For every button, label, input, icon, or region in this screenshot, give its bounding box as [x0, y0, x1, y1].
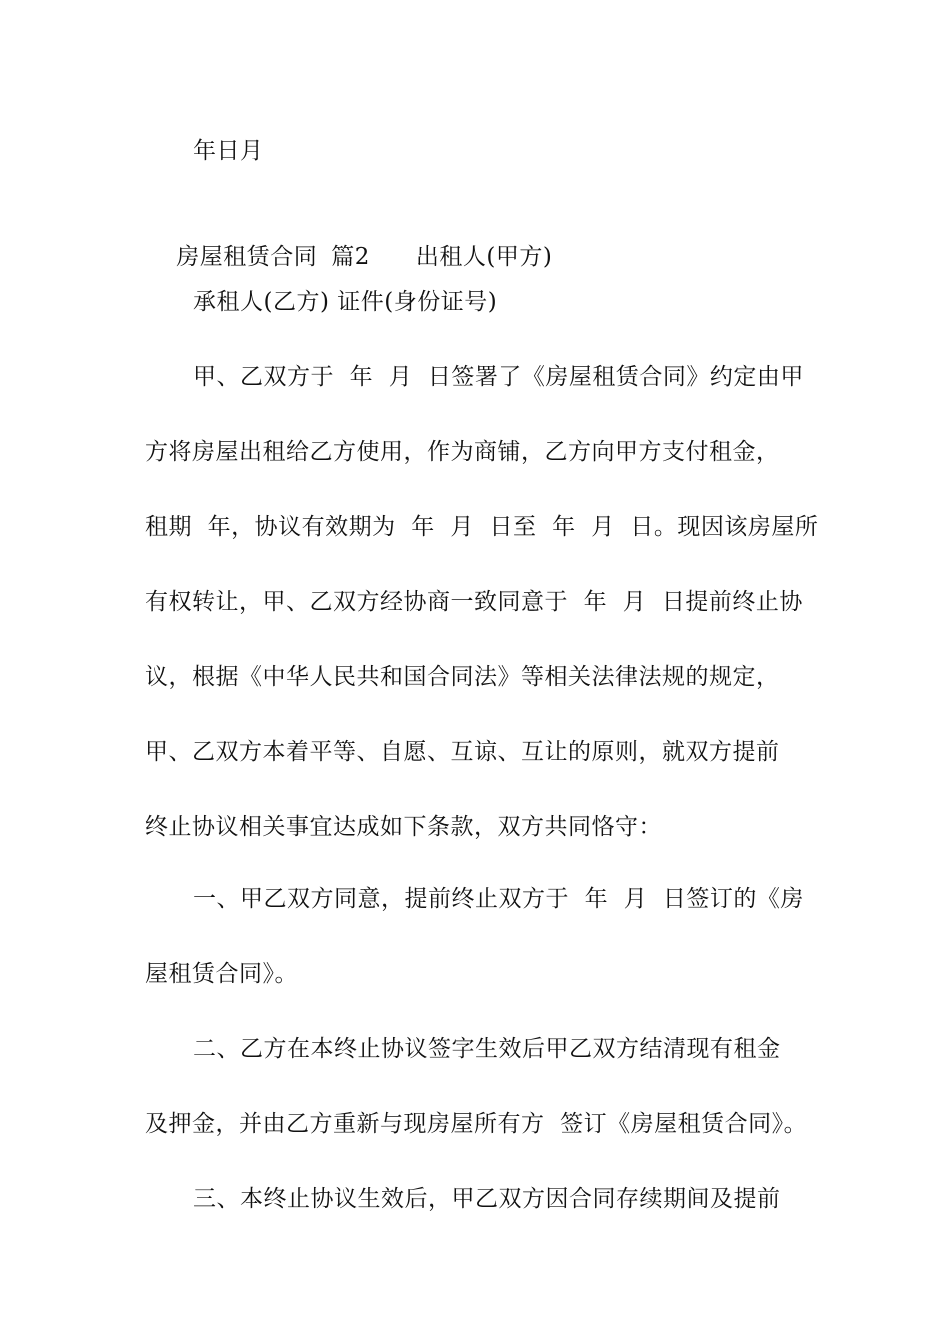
- part-number: 篇2: [331, 244, 370, 270]
- clause2-line: 及押金，并由乙方重新与现房屋所有方 签订《房屋租赁合同》。: [145, 1111, 808, 1137]
- paragraph1-line: 议，根据《中华人民共和国合同法》等相关法律法规的规定，: [145, 664, 780, 690]
- lessee-line: 承租人(乙方) 证件(身份证号): [193, 289, 498, 315]
- paragraph1-line: 终止协议相关事宜达成如下条款，双方共同恪守：: [145, 814, 662, 840]
- paragraph1-line: 租期 年，协议有效期为 年 月 日至 年 月 日。现因该房屋所: [145, 514, 819, 540]
- paragraph1-line: 甲、乙双方于 年 月 日签署了《房屋租赁合同》约定由甲: [193, 364, 804, 390]
- paragraph1-line: 有权转让，甲、乙双方经协商一致同意于 年 月 日提前终止协: [145, 589, 803, 615]
- clause1-line: 屋租赁合同》。: [145, 961, 298, 987]
- paragraph1-line: 甲、乙双方本着平等、自愿、互谅、互让的原则，就双方提前: [145, 739, 780, 765]
- date-line: 年日月: [193, 138, 264, 164]
- clause3-line: 三、本终止协议生效后，甲乙双方因合同存续期间及提前: [193, 1186, 781, 1212]
- contract-title: 房屋租赁合同: [176, 244, 318, 270]
- clause2-line: 二、乙方在本终止协议签字生效后甲乙双方结清现有租金: [193, 1036, 781, 1062]
- paragraph1-line: 方将房屋出租给乙方使用，作为商铺，乙方向甲方支付租金，: [145, 439, 780, 465]
- lessor-label: 出租人(甲方): [415, 244, 553, 270]
- clause1-line: 一、甲乙双方同意，提前终止双方于 年 月 日签订的《房: [193, 886, 804, 912]
